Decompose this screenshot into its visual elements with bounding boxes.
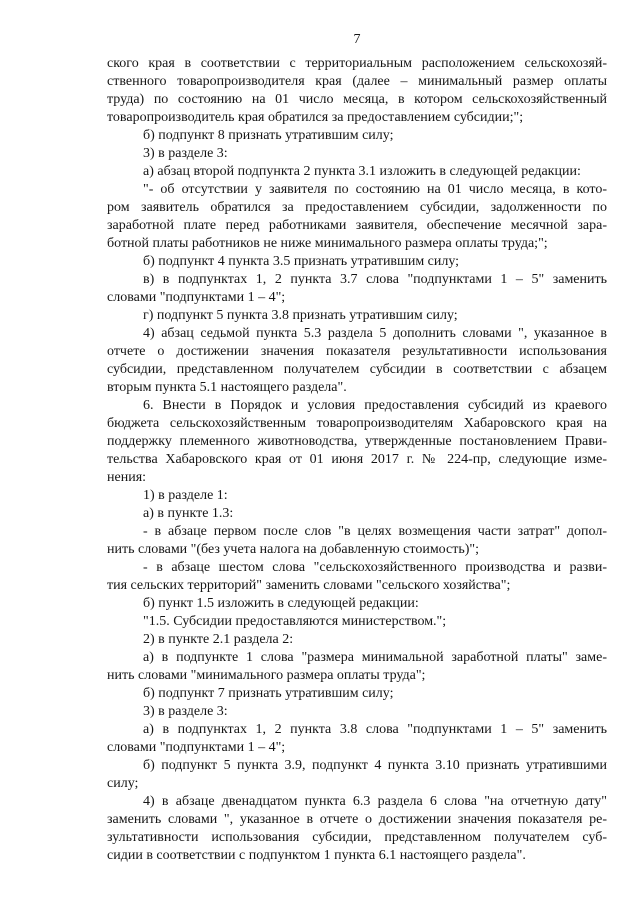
text-line: б) пункт 1.5 изложить в следующей редакции: — [143, 596, 419, 611]
text-line: а) в подпунктах 1, 2 пункта 3.8 слова "подпунктами 1 – 5" заменить — [143, 722, 607, 737]
text-line: 3) в разделе 3: — [143, 146, 228, 161]
paragraph — [107, 793, 607, 865]
text-line: ственного товаропроизводителя края (далее – минимальный размер оплаты — [107, 74, 607, 89]
paragraph — [107, 397, 607, 487]
paragraph — [107, 181, 607, 253]
paragraph — [107, 649, 607, 685]
text-line: 4) абзац седьмой пункта 5.3 раздела 5 дополнить словами ", указанное в — [143, 326, 607, 341]
text-line: заработной плате перед работниками заявителя, обеспечение месячной зара- — [107, 218, 607, 233]
text-line: ботной платы работников не ниже минимального размера оплаты труда;"; — [107, 236, 548, 251]
text-line: сидии в соответствии с подпунктом 1 пункта 6.1 настоящего раздела". — [107, 848, 526, 863]
text-line: нить словами "(без учета налога на добавленную стоимость)"; — [107, 542, 480, 557]
text-line: ром заявитель обратился за предоставлением субсидии, задолженности по — [107, 200, 607, 215]
text-line: "- об отсутствии у заявителя по состоянию на 01 число месяца, в кото- — [143, 182, 607, 197]
text-line: субсидии, представленном получателем субсидии в соответствии с абзацем — [107, 362, 607, 377]
text-line: зультативности использования субсидии, представленном получателем суб- — [107, 830, 607, 845]
text-line: силу; — [107, 776, 139, 791]
paragraph — [107, 325, 607, 397]
text-line: - в абзаце шестом слова "сельскохозяйственного производства и разви- — [143, 560, 607, 575]
paragraph — [107, 703, 607, 721]
paragraph — [107, 631, 607, 649]
text-line: товаропроизводитель края обратился за предоставлением субсидии;"; — [107, 110, 524, 125]
paragraph — [107, 685, 607, 703]
paragraph — [107, 163, 607, 181]
paragraph — [107, 721, 607, 757]
paragraph — [107, 613, 607, 631]
paragraph — [107, 253, 607, 271]
text-line: нить словами "минимального размера оплаты труда"; — [107, 668, 426, 683]
paragraph — [107, 55, 607, 127]
text-line: тия сельских территорий" заменить словами "сельского хозяйства"; — [107, 578, 511, 593]
text-line: поддержку племенного животноводства, утвержденные постановлением Прави- — [107, 434, 607, 449]
paragraph — [107, 127, 607, 145]
text-line: 2) в пункте 2.1 раздела 2: — [143, 632, 294, 647]
text-line: б) подпункт 4 пункта 3.5 признать утратившим силу; — [143, 254, 460, 269]
text-line: а) в подпункте 1 слова "размера минимальной заработной платы" заме- — [143, 650, 607, 665]
text-line: 6. Внести в Порядок и условия предоставления субсидий из краевого — [143, 398, 607, 413]
page-number: 7 — [353, 32, 361, 47]
text-line: заменить словами ", указанное в отчете о достижении значения показателя ре- — [107, 812, 607, 827]
text-line: бюджета сельскохозяйственным товаропроизводителям Хабаровского края на — [107, 416, 607, 431]
text-line: словами "подпунктами 1 – 4"; — [107, 740, 286, 755]
paragraph — [107, 487, 607, 505]
text-line: 4) в абзаце двенадцатом пункта 6.3 раздела 6 слова "на отчетную дату" — [143, 794, 607, 809]
paragraph — [107, 307, 607, 325]
text-line: труда) по состоянию на 01 число месяца, в котором сельскохозяйственный — [107, 92, 607, 107]
paragraph — [107, 523, 607, 559]
text-line: 1) в разделе 1: — [143, 488, 228, 503]
text-line: 3) в разделе 3: — [143, 704, 228, 719]
paragraph — [107, 559, 607, 595]
text-line: тельства Хабаровского края от 01 июня 2017 г. № 224-пр, следующие изме- — [107, 452, 607, 467]
text-line: в) в подпунктах 1, 2 пункта 3.7 слова "подпунктами 1 – 5" заменить — [143, 272, 607, 287]
paragraph — [107, 271, 607, 307]
text-line: б) подпункт 5 пункта 3.9, подпункт 4 пункта 3.10 признать утратившими — [143, 758, 607, 773]
text-line: б) подпункт 8 признать утратившим силу; — [143, 128, 394, 143]
paragraph — [107, 505, 607, 523]
text-line: словами "подпунктами 1 – 4"; — [107, 290, 286, 305]
text-line: отчете о достижении значения показателя результативности использования — [107, 344, 607, 359]
paragraph — [107, 757, 607, 793]
paragraph — [107, 145, 607, 163]
text-line: "1.5. Субсидии предоставляются министерством."; — [143, 614, 447, 629]
text-line: г) подпункт 5 пункта 3.8 признать утратившим силу; — [143, 308, 458, 323]
text-line: ского края в соответствии с территориальным расположением сельскохозяй- — [107, 56, 607, 71]
paragraph — [107, 595, 607, 613]
text-line: нения: — [107, 470, 147, 485]
text-line: - в абзаце первом после слов "в целях возмещения части затрат" допол- — [143, 524, 607, 539]
text-line: вторым пункта 5.1 настоящего раздела". — [107, 380, 347, 395]
text-line: а) в пункте 1.3: — [143, 506, 234, 521]
text-line: б) подпункт 7 признать утратившим силу; — [143, 686, 394, 701]
text-line: а) абзац второй подпункта 2 пункта 3.1 изложить в следующей редакции: — [143, 164, 581, 179]
document-body — [107, 55, 607, 865]
